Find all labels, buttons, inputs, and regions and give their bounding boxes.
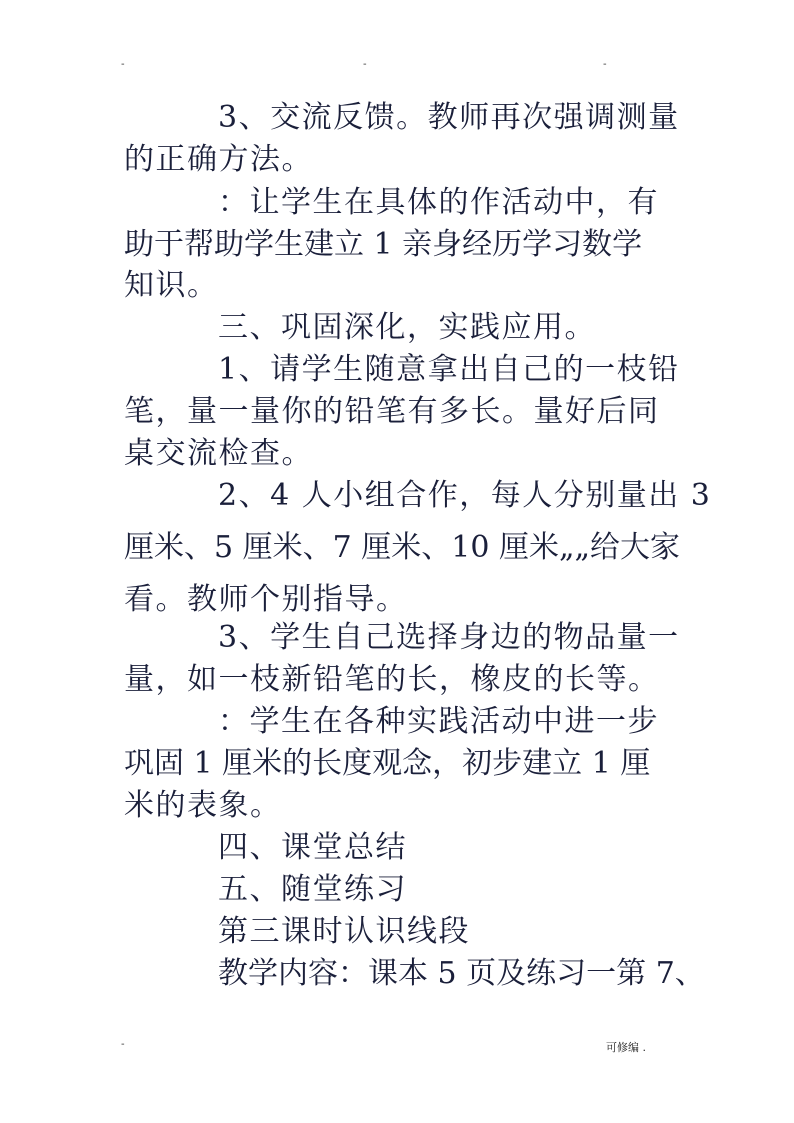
body-line: 厘米、5 厘米、7 厘米、10 厘米„„给大家 bbox=[124, 530, 681, 565]
body-line: 量，如一枝新铅笔的长，橡皮的长等。 bbox=[124, 662, 660, 697]
section-heading: 三、巩固深化，实践应用。 bbox=[218, 310, 596, 345]
body-line: 教学内容：课本 5 页及练习一第 7、 bbox=[218, 956, 705, 991]
header-mark-right: - bbox=[603, 59, 607, 70]
section-heading: 五、随堂练习 bbox=[218, 872, 407, 907]
body-line: 米的表象。 bbox=[124, 788, 282, 823]
body-line: 知识。 bbox=[124, 268, 219, 303]
section-heading: 四、课堂总结 bbox=[218, 830, 407, 865]
body-line: 3、交流反馈。教师再次强调测量 bbox=[218, 100, 680, 135]
body-line: 看。教师个别指导。 bbox=[124, 582, 408, 617]
header-mark-left: - bbox=[121, 59, 125, 70]
footer-mark-left: - bbox=[121, 1039, 125, 1050]
body-line: 助于帮助学生建立 1 亲身经历学习数学 bbox=[124, 227, 643, 262]
body-line: 桌交流检查。 bbox=[124, 436, 313, 471]
header-mark-center: - bbox=[363, 59, 367, 70]
footer-text: 可修编 . bbox=[606, 1041, 646, 1054]
body-line: 2、4 人小组合作，每人分别量出 3 bbox=[218, 478, 712, 513]
body-line: 笔，量一量你的铅笔有多长。量好后同 bbox=[124, 394, 660, 429]
body-line: 巩固 1 厘米的长度观念，初步建立 1 厘 bbox=[124, 746, 651, 781]
body-line: 1、请学生随意拿出自己的一枝铅 bbox=[218, 352, 680, 387]
body-line: 的正确方法。 bbox=[124, 142, 313, 177]
body-line: 3、学生自己选择身边的物品量一 bbox=[218, 620, 680, 655]
body-line: ：让学生在具体的作活动中，有 bbox=[218, 185, 659, 220]
body-line: ：学生在各种实践活动中进一步 bbox=[218, 704, 659, 739]
section-heading: 第三课时认识线段 bbox=[218, 914, 470, 949]
